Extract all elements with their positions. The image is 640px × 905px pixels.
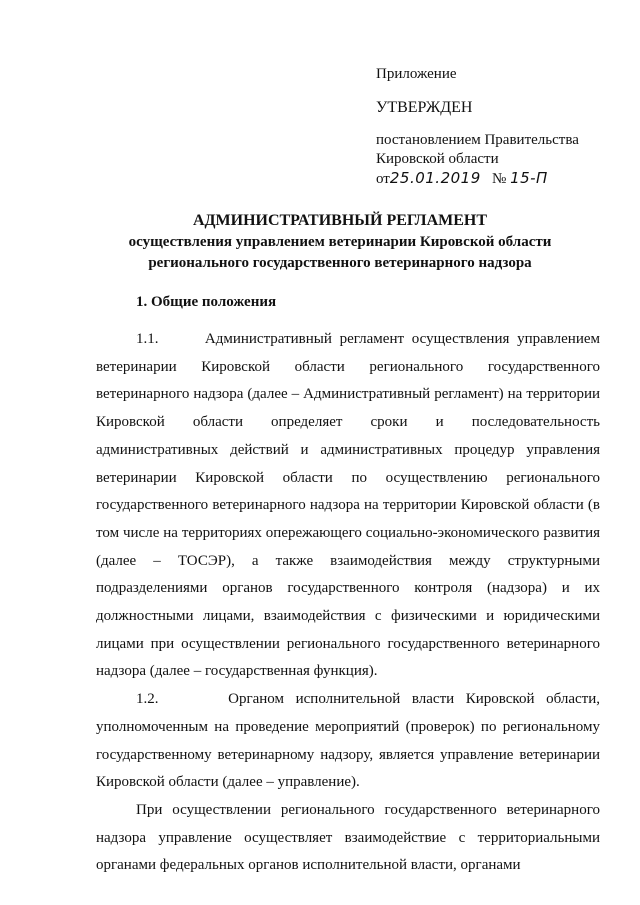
paragraph-1-2 [96,686,600,797]
body-text [96,326,600,880]
paragraph-continuation [96,797,600,880]
paragraph-text: При осуществлении регионального государственного ветеринарного надзора управление осуществляет взаимодействие с территориальными органами федеральных органов исполнительной власти, органами [96,801,600,874]
section-heading: 1. Общие положения [136,294,277,310]
document-subtitle-line-1: осуществления управлением ветеринарии Кировской области [128,234,552,250]
paragraph-text: Административный регламент осуществления управлением ветеринарии Кировской области регионального государственного ветеринарного надзора (далее – Административный регламент) на территории Кировской области определяет сроки и последовательность административных действий и административных процедур управления ветеринарии Кировской области по осуществлению регионального государственного ветеринарного надзора на территории Кировской области (в том числе на территориях опережающего социально-экономического развития (далее – ТОСЭР), а также взаимодействия между структурными подразделениями органов государственного контроля (надзора) и их должностными лицами, взаимодействия с физическими и юридическими лицами при осуществлении регионального государственного ветеринарного надзора (далее – государственная функция). [96,331,601,680]
decree-line-1: постановлением Правительства [376,132,579,148]
paragraph-number: 1.1. [136,331,159,347]
approval-block [376,65,616,189]
paragraph-text: Органом исполнительной власти Кировской области, уполномоченным на проведение мероприятий (проверок) по региональному государственному ветеринарному надзору, является управление ветеринарии Кировской области (далее – управление). [96,691,600,791]
decree-number: 15-П [510,169,548,187]
decree-date: 25.01.2019 [389,169,481,187]
document-title: АДМИНИСТРАТИВНЫЙ РЕГЛАМЕНТ [192,212,488,229]
paragraph-number: 1.2. [136,691,159,708]
decree-date-line [376,169,616,189]
number-prefix: № [492,171,507,187]
decree-line-2: Кировской области [376,151,499,167]
appendix-label: Приложение [376,66,457,82]
paragraph-1-1 [96,326,600,686]
document-title-block [60,210,620,274]
date-prefix: от [376,171,390,187]
document-subtitle-line-2: регионального государственного ветеринарного надзора [148,255,532,271]
approved-label: УТВЕРЖДЕН [376,99,473,116]
